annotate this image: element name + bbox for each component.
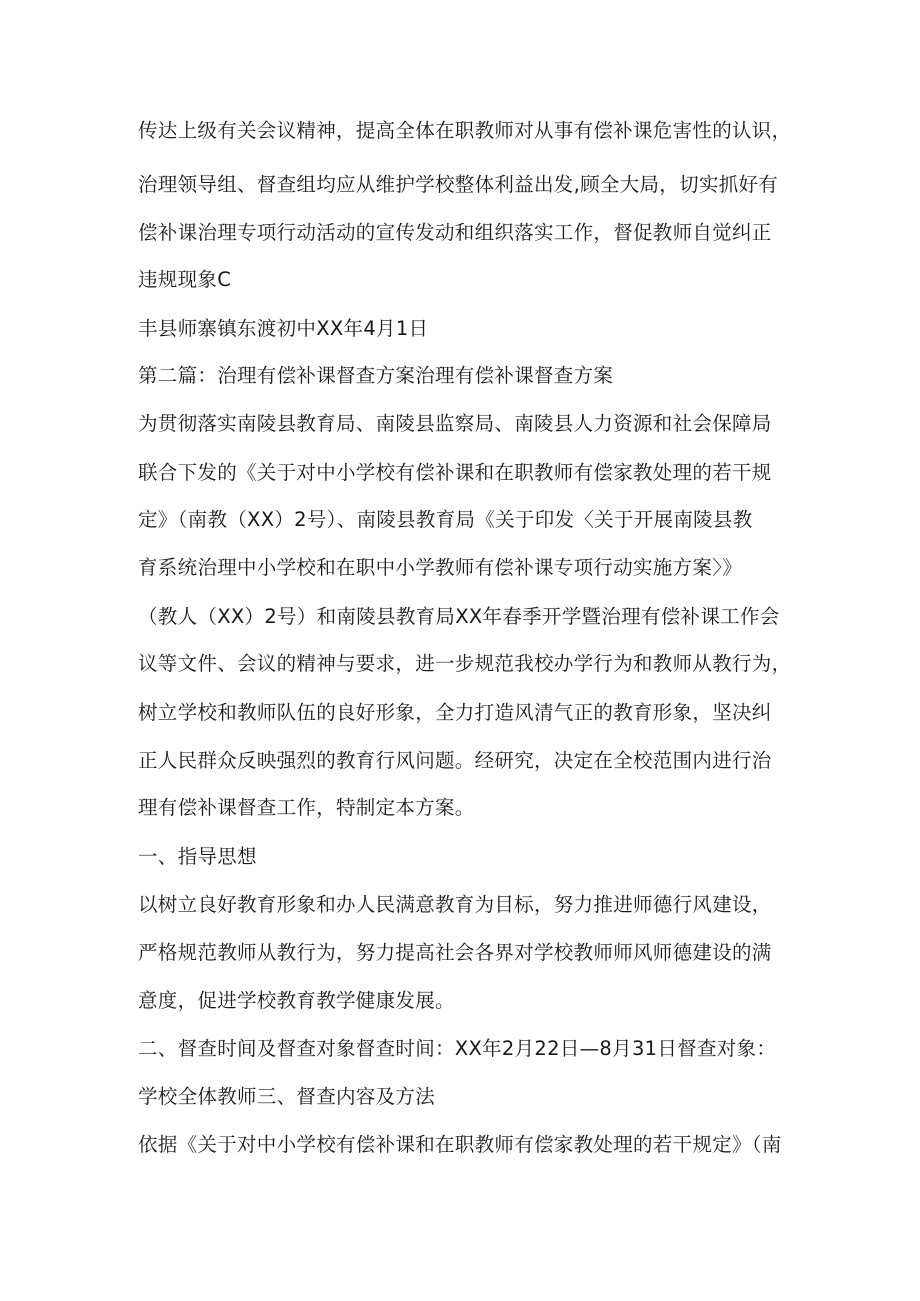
section-heading: 二、督查时间及督查对象督查时间：XX年2月22日—8月31日督查对象： [138,1037,777,1060]
text-line: 违规现象C [138,268,232,291]
text-line: 为贯彻落实南陵县教育局、南陵县监察局、南陵县人力资源和社会保障局 [138,412,772,435]
text-line: 意度，促进学校教育教学健康发展。 [138,989,455,1012]
text-line: （教人（XX）2号）和南陵县教育局XX年春季开学暨治理有偿补课工作会 [138,605,780,628]
text-line: 定》（南教（XX）2号）、南陵县教育局《关于印发〈关于开展南陵县教 [138,508,753,531]
text-line: 学校全体教师三、督查内容及方法 [138,1085,436,1108]
text-line: 丰县师寨镇东渡初中XX年4月1日 [138,317,429,340]
text-line: 依据《关于对中小学校有偿补课和在职教师有偿家教处理的若干规定》（南 [138,1133,782,1156]
section-heading: 一、指导思想 [138,845,257,868]
text-line: 理有偿补课督查工作，特制定本方案。 [138,796,475,819]
text-line: 正人民群众反映强烈的教育行风问题。经研究，决定在全校范围内进行治 [138,749,772,772]
section-heading: 第二篇：治理有偿补课督查方案治理有偿补课督查方案 [138,364,614,387]
text-line: 严格规范教师从教行为，努力提高社会各界对学校教师师风师德建设的满 [138,941,772,964]
text-line: 治理领导组、督查组均应从维护学校整体利益出发,顾全大局，切实抓好有 [138,173,779,196]
text-line: 传达上级有关会议精神，提高全体在职教师对从事有偿补课危害性的认识， [138,119,792,142]
text-line: 树立学校和教师队伍的良好形象，全力打造风清气正的教育形象，坚决纠 [138,701,772,724]
text-line: 偿补课治理专项行动活动的宣传发动和组织落实工作，督促教师自觉纠正 [138,221,772,244]
text-line: 议等文件、会议的精神与要求，进一步规范我校办学行为和教师从教行为， [138,652,792,675]
text-line: 以树立良好教育形象和办人民满意教育为目标，努力推进师德行风建设， [138,893,772,916]
text-line: 育系统治理中小学校和在职中小学教师有偿补课专项行动实施方案〉》 [138,556,743,579]
text-line: 联合下发的《关于对中小学校有偿补课和在职教师有偿家教处理的若干规 [138,461,772,484]
